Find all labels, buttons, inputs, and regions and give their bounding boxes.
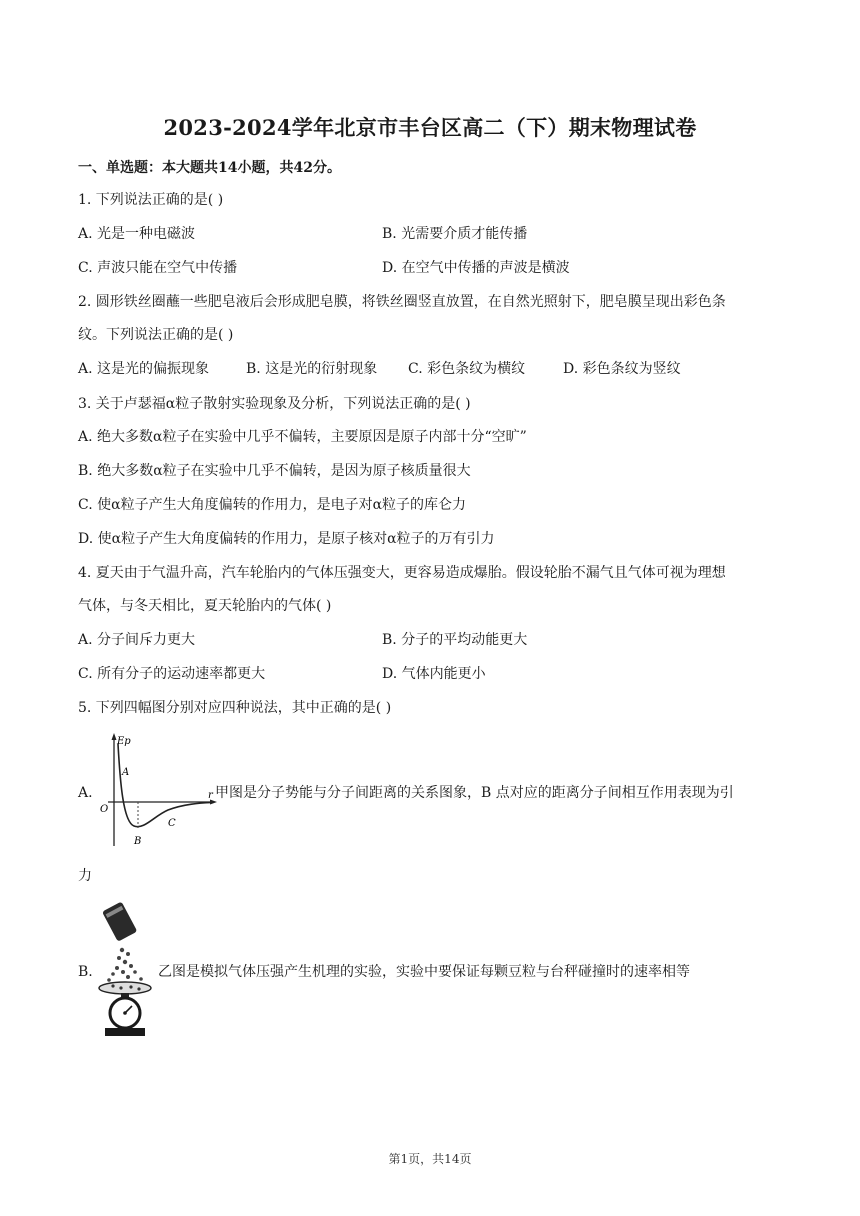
q3-option-d: D. 使α粒子产生大角度偏转的作用力，是原子核对α粒子的万有引力 [78,531,495,547]
q5-option-a-text-cont: 力 [78,868,92,884]
q1-option-b: B. 光需要介质才能传播 [382,226,528,242]
q2-option-b: B. 这是光的衍射现象 [246,361,378,377]
point-a-label: A [122,767,130,778]
q3-option-b: B. 绝大多数α粒子在实验中几乎不偏转，是因为原子核质量很大 [78,463,471,479]
q5-stem: 5. 下列四幅图分别对应四种说法，其中正确的是( ) [78,700,392,716]
q2-option-c: C. 彩色条纹为横纹 [408,361,526,377]
scale-experiment-illustration [95,900,157,1040]
q1-stem: 1. 下列说法正确的是( ) [78,192,224,208]
q4-stem-line1: 4. 夏天由于气温升高，汽车轮胎内的气体压强变大，更容易造成爆胎。假设轮胎不漏气且气体可视为理想 [78,565,726,581]
q4-stem-line2: 气体，与冬天相比，夏天轮胎内的气体( ) [78,598,332,614]
q1-option-c: C. 声波只能在空气中传播 [78,260,238,276]
q2-stem-line2: 纹。下列说法正确的是( ) [78,327,234,343]
q1-option-a: A. 光是一种电磁波 [78,226,196,242]
q3-stem: 3. 关于卢瑟福α粒子散射实验现象及分析，下列说法正确的是( ) [78,396,471,412]
q5-option-a-label: A. [78,785,93,801]
q2-option-a: A. 这是光的偏振现象 [78,361,210,377]
q4-option-b: B. 分子的平均动能更大 [382,632,528,648]
point-c-label: C [168,818,176,829]
q5-option-a-text: 甲图是分子势能与分子间距离的关系图象，B 点对应的距离分子间相互作用表现为引 [215,785,734,801]
potential-energy-graph [96,730,220,852]
q4-option-d: D. 气体内能更小 [382,666,486,682]
q5-option-b-text: 乙图是模拟气体压强产生机理的实验，实验中要保证每颗豆粒与台秤碰撞时的速率相等 [158,964,690,980]
q3-option-c: C. 使α粒子产生大角度偏转的作用力，是电子对α粒子的库仑力 [78,497,467,513]
origin-label: O [100,804,109,815]
q3-option-a: A. 绝大多数α粒子在实验中几乎不偏转，主要原因是原子内部十分“空旷” [78,429,527,445]
point-b-label: B [134,836,142,847]
page-footer: 第1页，共14页 [388,1152,472,1166]
q2-option-d: D. 彩色条纹为竖纹 [563,361,681,377]
y-axis-label: Ep [117,736,131,747]
section-heading: 一、单选题：本大题共14小题，共42分。 [78,160,341,176]
page-title: 2023-2024学年北京市丰台区高二（下）期末物理试卷 [163,115,697,140]
q4-option-c: C. 所有分子的运动速率都更大 [78,666,266,682]
q4-option-a: A. 分子间斥力更大 [78,632,196,648]
q1-option-d: D. 在空气中传播的声波是横波 [382,260,570,276]
x-axis-label: r [208,790,213,801]
q5-option-b-label: B. [78,964,93,980]
q2-stem-line1: 2. 圆形铁丝圈蘸一些肥皂液后会形成肥皂膜，将铁丝圈竖直放置，在自然光照射下，肥皂膜呈现出彩色条 [78,294,726,310]
